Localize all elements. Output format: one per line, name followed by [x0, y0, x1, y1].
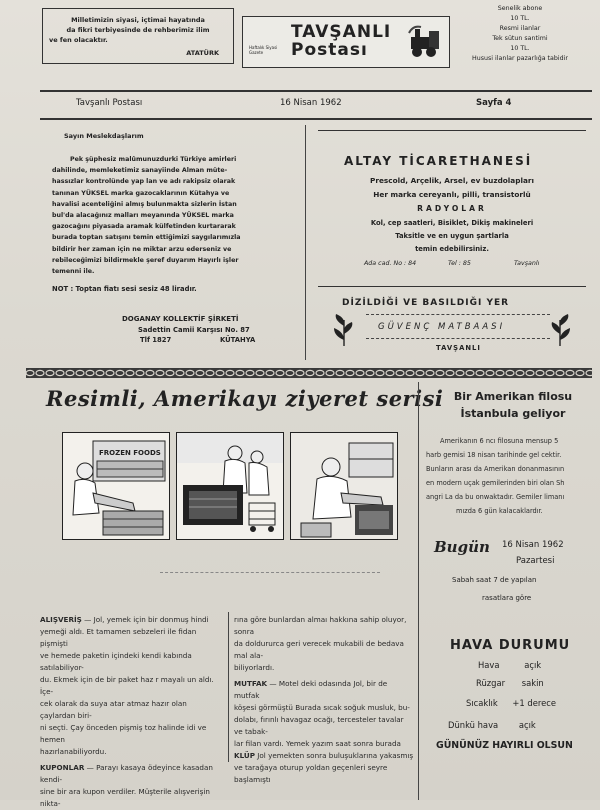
letter-column	[52, 132, 292, 346]
news-line: harb gemisi 18 nisan tarihinde gel cektir.	[426, 451, 562, 459]
letter-line: temenni ile.	[52, 268, 95, 276]
weather-tomorrow-value: açık	[518, 720, 536, 730]
letter-line: hassızlar kontrolünde yap lan ve adı rakipsiz olarak	[52, 178, 236, 186]
article-line: da doldururca geri verecek mukabili de bedava mal ala-	[234, 639, 404, 660]
pricing-line-6: Hususi ilanlar pazarlığa tabidir	[472, 55, 568, 62]
illustration-kitchen	[176, 432, 284, 540]
pricing-line-5: 10 TL.	[510, 45, 530, 52]
logo-small-text: Haftalık Siyasi Gazete	[249, 45, 278, 55]
dateline-page: Sayfa 4	[476, 98, 512, 108]
article-line: biliyorlardı.	[234, 663, 275, 672]
altay-line-5: temin edebilirsiniz.	[415, 245, 489, 253]
today-line-1: Sabah saat 7 de yapılan	[452, 576, 537, 584]
quote-author: ATATÜRK	[186, 49, 219, 57]
letter-sign-address: Sadettin Camii Karşısı No. 87	[138, 326, 250, 335]
quote-line-2: da fikri terbiyesinde de rehberimiz ilim	[66, 26, 210, 34]
illustration-motel	[290, 432, 398, 540]
altay-title: ALTAY TİCARETHANESİ	[344, 154, 533, 168]
printer-top-rule	[318, 286, 586, 287]
grocery-sign: FROZEN FOODS	[99, 449, 161, 457]
article-heading: ALIŞVERİŞ	[40, 615, 82, 624]
letter-sign-city: KÜTAHYA	[220, 336, 256, 345]
letter-sign-company: DOGANAY KOLLEKTİF ŞİRKETİ	[122, 315, 239, 324]
pricing-line-4: Tek sütun santimi	[492, 35, 548, 42]
weather-label: Rüzgar	[476, 678, 506, 688]
printer-name: GÜVENÇ MATBAASI	[378, 322, 506, 332]
news-title-1: Bir Amerikan filosu	[453, 390, 573, 403]
article-text: Jol yemekten sonra buluşuklarına yakasmış	[255, 751, 414, 760]
article-line: köşesi görmüştü Burada sıcak soğuk musluk, bu-	[234, 703, 410, 712]
altay-top-rule	[318, 130, 586, 131]
leaf-ornament-left-icon	[332, 314, 356, 348]
letter-line: dahilinde, memleketimiz sanayiinde Alman müte-	[52, 167, 228, 175]
motel-drawing	[291, 433, 397, 539]
printer-dash-bottom	[366, 338, 550, 339]
leaf-ornament-right-icon	[548, 314, 572, 348]
column-divider-bottom	[418, 382, 419, 800]
altay-line-1: Prescold, Arçelik, Arsel, ev buzdolapları	[370, 176, 534, 185]
article-heading: KLÜP	[234, 751, 255, 760]
letter-salutation: Sayın Meslekdaşlarım	[64, 132, 144, 140]
grocery-drawing	[63, 433, 169, 539]
article-text: — Jol, yemek için bir donmuş hindi	[81, 615, 209, 624]
today-date: 16 Nisan 1962	[502, 540, 564, 550]
pricing-line-1: Senelik abone	[497, 5, 543, 12]
illustration-grocery	[62, 432, 170, 540]
letter-line: Pek şüphesiz malûmunuzdurki Türkiye amirleri	[70, 156, 237, 163]
letter-body	[52, 154, 292, 277]
news-line: en modern uçak gemilerinden biri olan Sh	[426, 479, 565, 487]
article-line	[234, 750, 414, 762]
weather-tomorrow-label: Dünkü hava	[448, 720, 499, 730]
dateline-date: 16 Nisan 1962	[280, 98, 342, 108]
kitchen-drawing	[177, 433, 283, 539]
weather-closing: GÜNÜNÜZ HAYIRLI OLSUN	[436, 740, 573, 751]
article-line: du. Ekmek için de bir paket haz r mayalı un aldı. İçe-	[40, 675, 214, 696]
article-line: hazırlanabiliyordu.	[40, 747, 107, 756]
quote-line-1: Milletimizin siyasi, içtimai hayatında	[71, 16, 205, 24]
today-line-2: rasatlara göre	[482, 594, 532, 602]
weather-tomorrow	[448, 720, 598, 730]
series-title: Resimli, Amerikayı ziyeret serisi	[46, 386, 444, 411]
column-divider-top	[305, 125, 306, 360]
news-title-2: İstanbula geliyor	[460, 407, 566, 420]
letter-line: burada toptan satışını temin ettiğimizi saygılarımızla	[52, 234, 241, 242]
printer-ad	[318, 286, 586, 360]
altay-line-3: Kol, cep saatleri, Bisiklet, Dikiş makineleri	[370, 219, 534, 227]
weather-value: sakin	[521, 678, 544, 688]
article-heading: MUTFAK	[234, 679, 268, 688]
article-line	[40, 614, 224, 626]
weather-box	[426, 630, 600, 800]
weather-value: +1 derece	[512, 698, 557, 708]
article-line: ni seçti. Çay önceden pişmiş toz halinde idi ve hemen	[40, 723, 207, 744]
printer-dash-top	[366, 314, 550, 315]
printer-line: DİZİLDİĞİ VE BASILDIĞI YER	[342, 298, 510, 308]
pricing-line-2: 10 TL.	[510, 15, 530, 22]
news-body	[426, 434, 600, 518]
article-line	[40, 762, 224, 786]
letter-sign-contact	[52, 336, 292, 346]
pricing-box	[440, 4, 600, 64]
ornamental-border	[26, 368, 592, 378]
altay-line-2: Her marka cereyanlı, pilli, transistorlü	[373, 190, 531, 199]
today-box	[434, 538, 600, 630]
article-text: — Motel deki odasında Jol, bir de mutfak	[234, 679, 388, 700]
today-day: Pazartesi	[516, 556, 555, 566]
article-line	[234, 678, 414, 702]
news-line: angri La da bu onwaktadır. Gemiler limanı	[426, 493, 565, 501]
article-line: sine bir ara kupon verdiler. Müşterile alışverişin nikta-	[40, 787, 210, 808]
weather-row-3	[466, 698, 600, 708]
weather-row-1	[478, 660, 598, 670]
dateline-top-rule	[40, 90, 592, 92]
quote-line-3: ve fen olacaktır.	[49, 36, 108, 44]
altay-line-4: Taksitle ve en uygun şartlarla	[395, 232, 509, 240]
today-label: Bugün	[434, 538, 490, 556]
weather-value: açık	[524, 660, 542, 670]
news-article	[426, 390, 600, 518]
logo-title: TAVŞANLI Postası	[291, 22, 392, 60]
news-line: Amerikanın 6 ncı filosuna mensup 5	[440, 437, 559, 445]
article-line: dolabı, fırınlı havagaz ocağı, tercesteler tavalar ve tabak-	[234, 715, 404, 736]
article-column-1	[40, 614, 224, 810]
news-line: mızda 6 gün kalacaklardır.	[456, 507, 543, 515]
dateline-paper: Tavşanlı Postası	[76, 98, 143, 108]
weather-label: Hava	[478, 660, 500, 670]
letter-line: tanınan YÜKSEL marka gazocaklarının Kütahya ve	[52, 189, 230, 197]
article-text: — Parayı kasaya ödeyince kasadan kendi-	[40, 763, 213, 784]
weather-label: Sıcaklık	[466, 698, 498, 708]
weather-row-2	[476, 678, 596, 688]
letter-line: rebileceğimizi bildirmekle şeref duyarım Hayırlı işler	[52, 256, 239, 264]
altay-city: Tavşanlı	[514, 260, 540, 267]
letter-line: bul'da alacağınız malları meyanında YÜKSEL marka	[52, 212, 234, 220]
article-heading: KUPONLAR	[40, 763, 85, 772]
article-line: cek olarak da suya atar atmaz hazır olan çaylardan biri-	[40, 699, 187, 720]
article-column-2	[234, 614, 414, 786]
letter-line: havalisi acenteliğini almış bulunmakta sizlerin İstan	[52, 200, 237, 208]
pricing-line-3: Resmi ilanlar	[499, 25, 541, 32]
letter-line: bildirir her zaman için ne miktar arzu ederseniz ve	[52, 245, 232, 253]
letter-line: gazocağını piyasada aramak külfetinden kurtararak	[52, 223, 236, 231]
altay-address: Ada cad. No : 84	[364, 260, 417, 267]
illustration-caption-rule	[160, 572, 380, 573]
article-line: ve tarağaya oturup yoldan geçenleri seyre başlamıştı	[234, 763, 388, 784]
printer-city: TAVŞANLI	[436, 344, 481, 352]
altay-ad	[318, 130, 586, 278]
altay-phone: Tel : 85	[448, 260, 471, 267]
weather-title: HAVA DURUMU	[450, 638, 571, 653]
article-line: lar filan vardı. Yemek yazım saat sonra burada	[234, 739, 401, 748]
article-line: yemeği aldı. Et tamamen sebzeleri ile fidan pişmişti	[40, 627, 197, 648]
masthead-logo	[242, 16, 450, 68]
dateline-bottom-rule	[40, 118, 592, 120]
altay-radio: RADYOLAR	[417, 204, 487, 213]
ataturk-quote-box	[42, 8, 234, 64]
article-divider	[228, 612, 229, 762]
article-line: ve hemede paketin içindeki kendi kabında satılabiliyor-	[40, 651, 192, 672]
letter-sign-phone: Tlf 1827	[140, 336, 172, 345]
article-line: rına göre bunlardan almaı hakkına sahip oluyor, sonra	[234, 615, 407, 636]
news-line: Bunların arası da Amerikan donanmasının	[426, 465, 565, 473]
letter-note: NOT : Toptan fiatı sesi sesiz 48 liradır.	[52, 285, 197, 294]
